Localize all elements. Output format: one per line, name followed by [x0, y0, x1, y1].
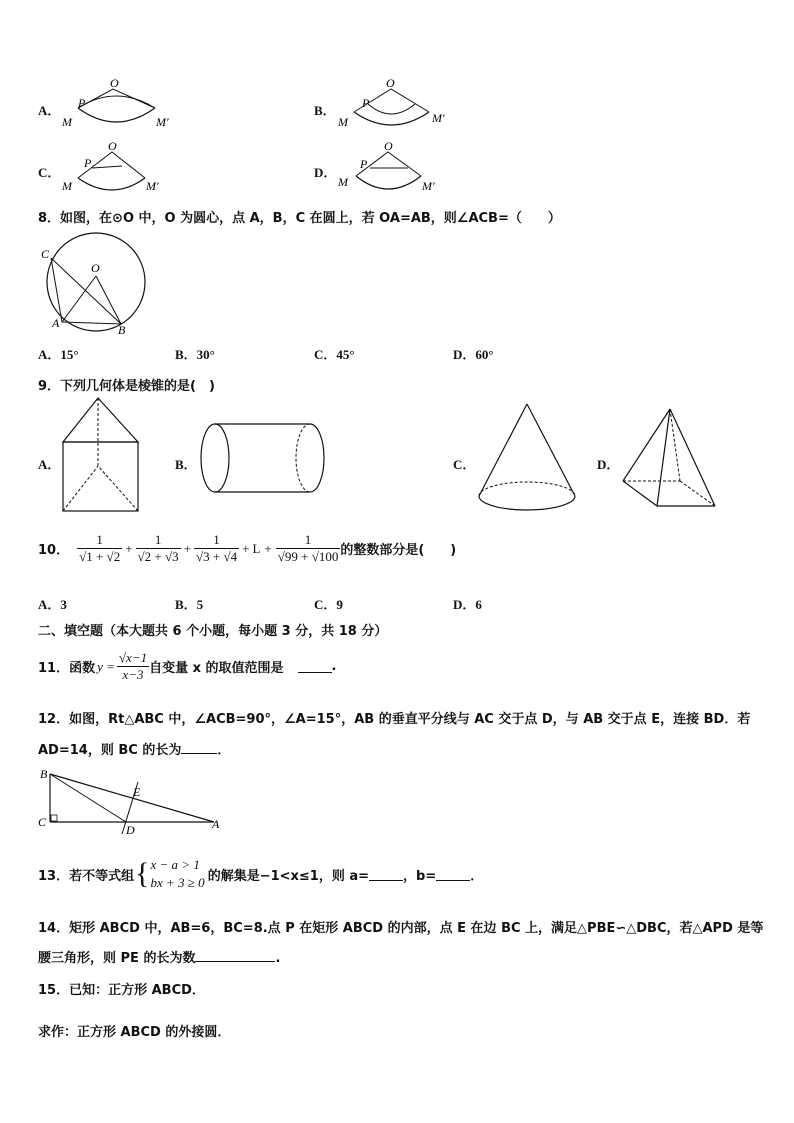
- option-label: B．: [314, 103, 336, 118]
- q8-circle-figure: [36, 234, 150, 338]
- label-b: B: [118, 323, 126, 337]
- answer-blank: [298, 660, 332, 673]
- q10-expression: 10． $\frac{1}{√1 + √2}$ + $\frac{1}{√2 + √3}$ + $\frac{1}{√3 + √4}$ + L + $\frac{1}{√99 + √100}$ 的整数部分是( ): [38, 532, 457, 564]
- inequality-1: x − a > 1: [150, 857, 200, 872]
- label-c: C: [38, 815, 47, 829]
- q10-suffix: 的整数部分是( ): [340, 543, 457, 558]
- q9-option-c: C．: [453, 457, 476, 472]
- q8-option-c: C．45°: [314, 347, 355, 362]
- q14-line2-text: 腰三角形，则 PE 的长为数: [38, 951, 196, 966]
- sector-figure-a: [60, 72, 180, 132]
- label-c: C: [41, 247, 50, 261]
- label-o: O: [91, 261, 100, 275]
- denominator: √99 + √100: [277, 549, 339, 564]
- numerator: 1: [276, 532, 341, 549]
- fraction-2: [136, 532, 181, 565]
- ellipsis: L: [252, 540, 261, 556]
- denominator: √3 + √4: [196, 549, 238, 564]
- q10-number: 10．: [38, 543, 70, 558]
- q11-prefix: 11．函数: [38, 661, 96, 676]
- prism-figure: [60, 396, 142, 514]
- q12-line2: AD=14，则 BC 的长为 ．: [38, 743, 231, 758]
- q10-option-d: D．6: [453, 597, 482, 612]
- label-o: O: [110, 76, 119, 90]
- q9-option-b: B．: [175, 457, 197, 472]
- numerator: 1: [77, 532, 122, 549]
- fraction-3: [194, 532, 239, 565]
- sector-figure-b: [336, 72, 456, 132]
- sector-figure-c: [60, 138, 180, 198]
- answer-blank-a: [369, 868, 403, 881]
- answer-blank: [195, 949, 275, 962]
- q9-option-d: D．: [597, 457, 620, 472]
- denominator: x−3: [122, 667, 144, 682]
- q15-given: 15．已知：正方形 ABCD．: [38, 983, 205, 998]
- fraction-4: [276, 532, 341, 565]
- label-m-prime: M′: [156, 115, 169, 129]
- q14-line1: 14．矩形 ABCD 中，AB=6，BC=8.点 P 在矩形 ABCD 的内部，点 E 在边 BC 上，满足△PBE∽△DBC，若△APD 是等: [38, 921, 764, 936]
- cylinder-figure: [198, 422, 326, 494]
- q10-option-c: C．9: [314, 597, 343, 612]
- q9-text: 9．下列几何体是棱锥的是( ): [38, 379, 215, 394]
- q8-option-b: B．30°: [175, 347, 215, 362]
- label-d: D: [126, 823, 135, 837]
- q8-option-d: D．60°: [453, 347, 494, 362]
- option-label: A．: [38, 103, 61, 118]
- label-p: P: [362, 96, 370, 110]
- pyramid-figure: [620, 406, 720, 512]
- sector-figure-d: [336, 138, 456, 198]
- numerator: √x−1: [118, 650, 148, 665]
- inequality-2: bx + 3 ≥ 0: [150, 875, 205, 890]
- label-p: P: [360, 157, 368, 171]
- q10-option-a: A．3: [38, 597, 67, 612]
- numerator: 1: [194, 532, 239, 549]
- q8-option-a: A．15°: [38, 347, 79, 362]
- label-a: A: [212, 817, 220, 831]
- q9-option-a: A．: [38, 457, 61, 472]
- option-label: C．: [38, 165, 61, 180]
- label-m: M: [62, 179, 72, 193]
- q13-b-label: ，b=: [403, 868, 437, 884]
- label-a: A: [52, 316, 60, 330]
- label-o: O: [108, 139, 117, 153]
- function-y: y =: [97, 658, 115, 674]
- label-m: M: [62, 115, 72, 129]
- label-p: P: [84, 156, 92, 170]
- fraction-1: [77, 532, 122, 565]
- label-m: M: [338, 175, 348, 189]
- numerator: 1: [136, 532, 181, 549]
- denominator: √1 + √2: [79, 549, 121, 564]
- label-p: P: [78, 96, 86, 110]
- q8-text: 8．如图，在⊙O 中，O 为圆心，点 A，B，C 在圆上，若 OA=AB，则∠ACB=（ ）: [38, 211, 561, 226]
- answer-blank-b: [436, 868, 470, 881]
- q13-line: 13．若不等式组 { x − a > 1 bx + 3 ≥ 0 的解集是−1<x≤1，则 a= ，b= ．: [38, 857, 484, 890]
- q14-line2: 腰三角形，则 PE 的长为数 .: [38, 951, 281, 966]
- label-m-prime: M′: [146, 179, 159, 193]
- cone-figure: [474, 402, 580, 514]
- label-o: O: [386, 76, 395, 90]
- q11-suffix: 自变量 x 的取值范围是: [149, 661, 284, 676]
- q12-line1: 12．如图，Rt△ABC 中，∠ACB=90°，∠A=15°，AB 的垂直平分线与 AC 交于点 D，与 AB 交于点 E，连接 BD．若: [38, 712, 751, 727]
- label-m: M: [338, 115, 348, 129]
- q12-triangle-figure: [36, 766, 222, 838]
- q12-line2-text: AD=14，则 BC 的长为: [38, 743, 182, 758]
- denominator: √2 + √3: [137, 549, 179, 564]
- q11-line: 11．函数 y = $\frac{√x-1}{x-3}$ 自变量 x 的取值范围是 .: [38, 650, 337, 682]
- label-b: B: [40, 767, 48, 781]
- q11-fraction: [117, 650, 149, 683]
- label-o: O: [384, 139, 393, 153]
- q13-suffix: 的解集是−1<x≤1，则 a=: [207, 868, 370, 884]
- section-heading: 二、填空题（本大题共 6 个小题，每小题 3 分，共 18 分）: [38, 624, 388, 639]
- inequality-system: [151, 856, 205, 892]
- label-m-prime: M′: [432, 111, 445, 125]
- brace: {: [135, 857, 150, 890]
- q15-construct: 求作：正方形 ABCD 的外接圆．: [38, 1025, 231, 1040]
- q13-prefix: 13．若不等式组: [38, 868, 135, 884]
- q10-option-b: B．5: [175, 597, 204, 612]
- label-m-prime: M′: [422, 179, 435, 193]
- label-e: E: [133, 785, 141, 799]
- answer-blank: [181, 741, 217, 754]
- option-label: D．: [314, 165, 337, 180]
